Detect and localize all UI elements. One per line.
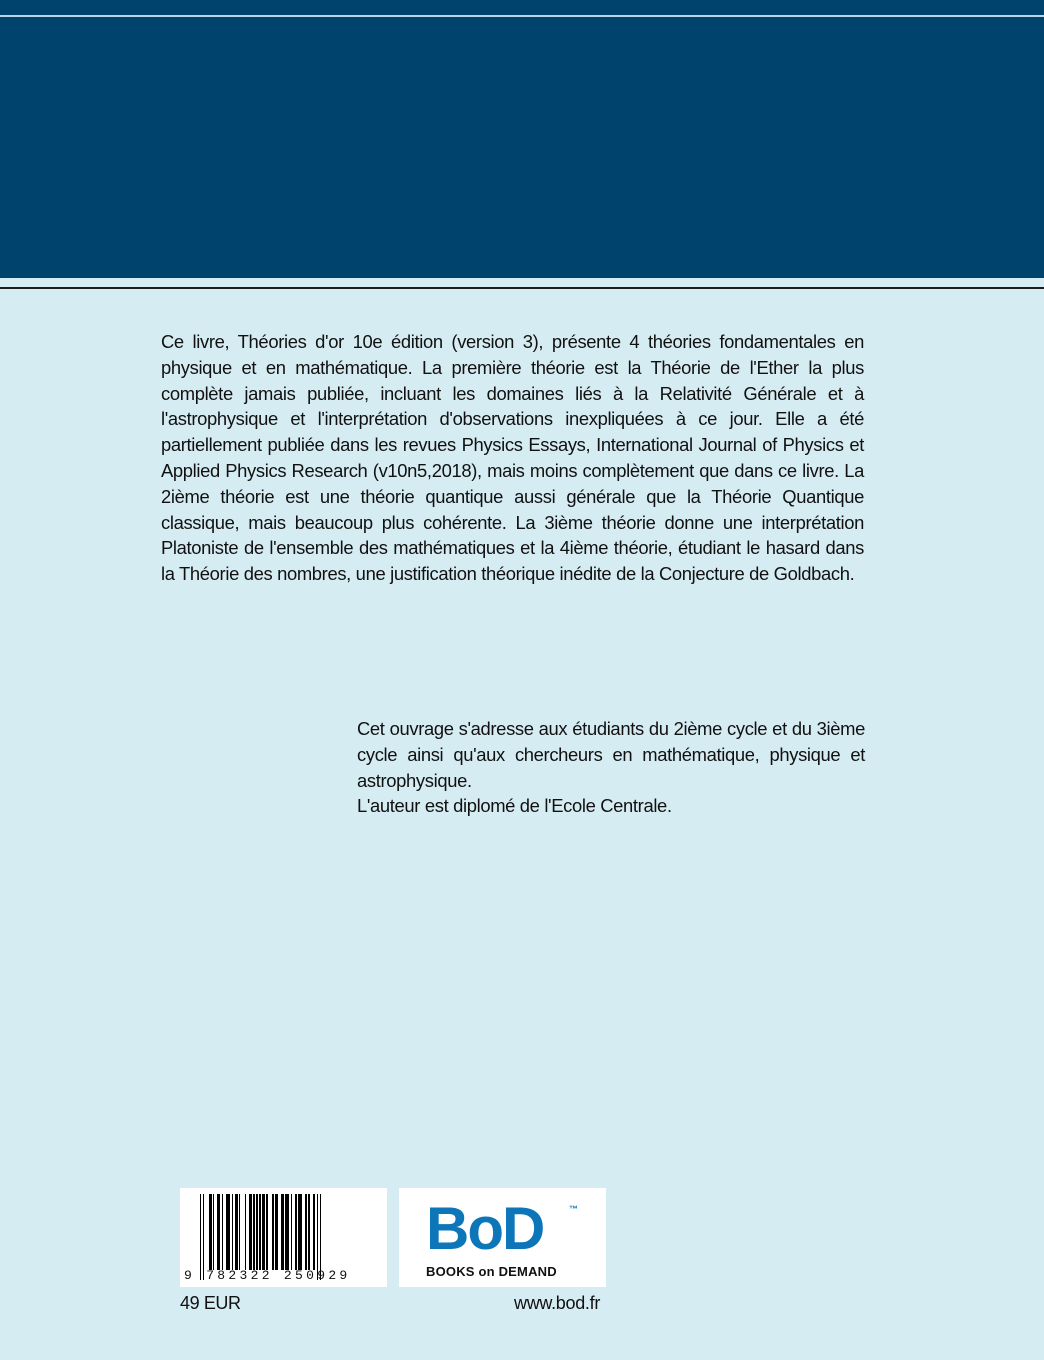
top-rule-line (0, 15, 1044, 17)
author-note: L'auteur est diplomé de l'Ecole Centrale. (357, 795, 672, 816)
bod-logo: BoD (426, 1195, 544, 1262)
isbn-barcode (180, 1188, 387, 1287)
book-description: Ce livre, Théories d'or 10e édition (version 3), présente 4 théories fondamentales en physique et en mathématique. La première théorie est la Théorie de l'Ether la plus complète jamais publiée, incluant les domaines liés à la Relativité Générale et à l'astrophysique et l'interprétation d'observations inexpliquées à ce jour. Elle a été partiellement publiée dans les revues Physics Essays, International Journal of Physics et Applied Physics Research (v10n5,2018), mais moins complètement que dans ce livre. La 2ième théorie est une théorie quantique aussi générale que la Théorie Quantique classique, mais beaucoup plus cohérente. La 3ième théorie donne une interprétation Platoniste de l'ensemble des mathématiques et la 4ième théorie, étudiant le hasard dans la Théorie des nombres, une justification théorique inédite de la Conjecture de Goldbach. (161, 331, 864, 585)
publisher-tagline: BOOKS on DEMAND (426, 1264, 557, 1279)
isbn-number: 9 782322 250929 (184, 1268, 351, 1283)
audience-paragraph: Cet ouvrage s'adresse aux étudiants du 2ième cycle et du 3ième cycle ainsi qu'aux chercheurs en mathématique, physique et astrophysique. (357, 718, 865, 791)
barcode-bars (200, 1194, 378, 1270)
publisher-website: www.bod.fr (514, 1293, 601, 1313)
cover-top-band (0, 0, 1044, 278)
trademark-mark: ™ (569, 1204, 578, 1214)
publisher-logo-box (399, 1188, 606, 1287)
band-bottom-border (0, 278, 1044, 289)
price-label: 49 EUR (180, 1293, 241, 1313)
